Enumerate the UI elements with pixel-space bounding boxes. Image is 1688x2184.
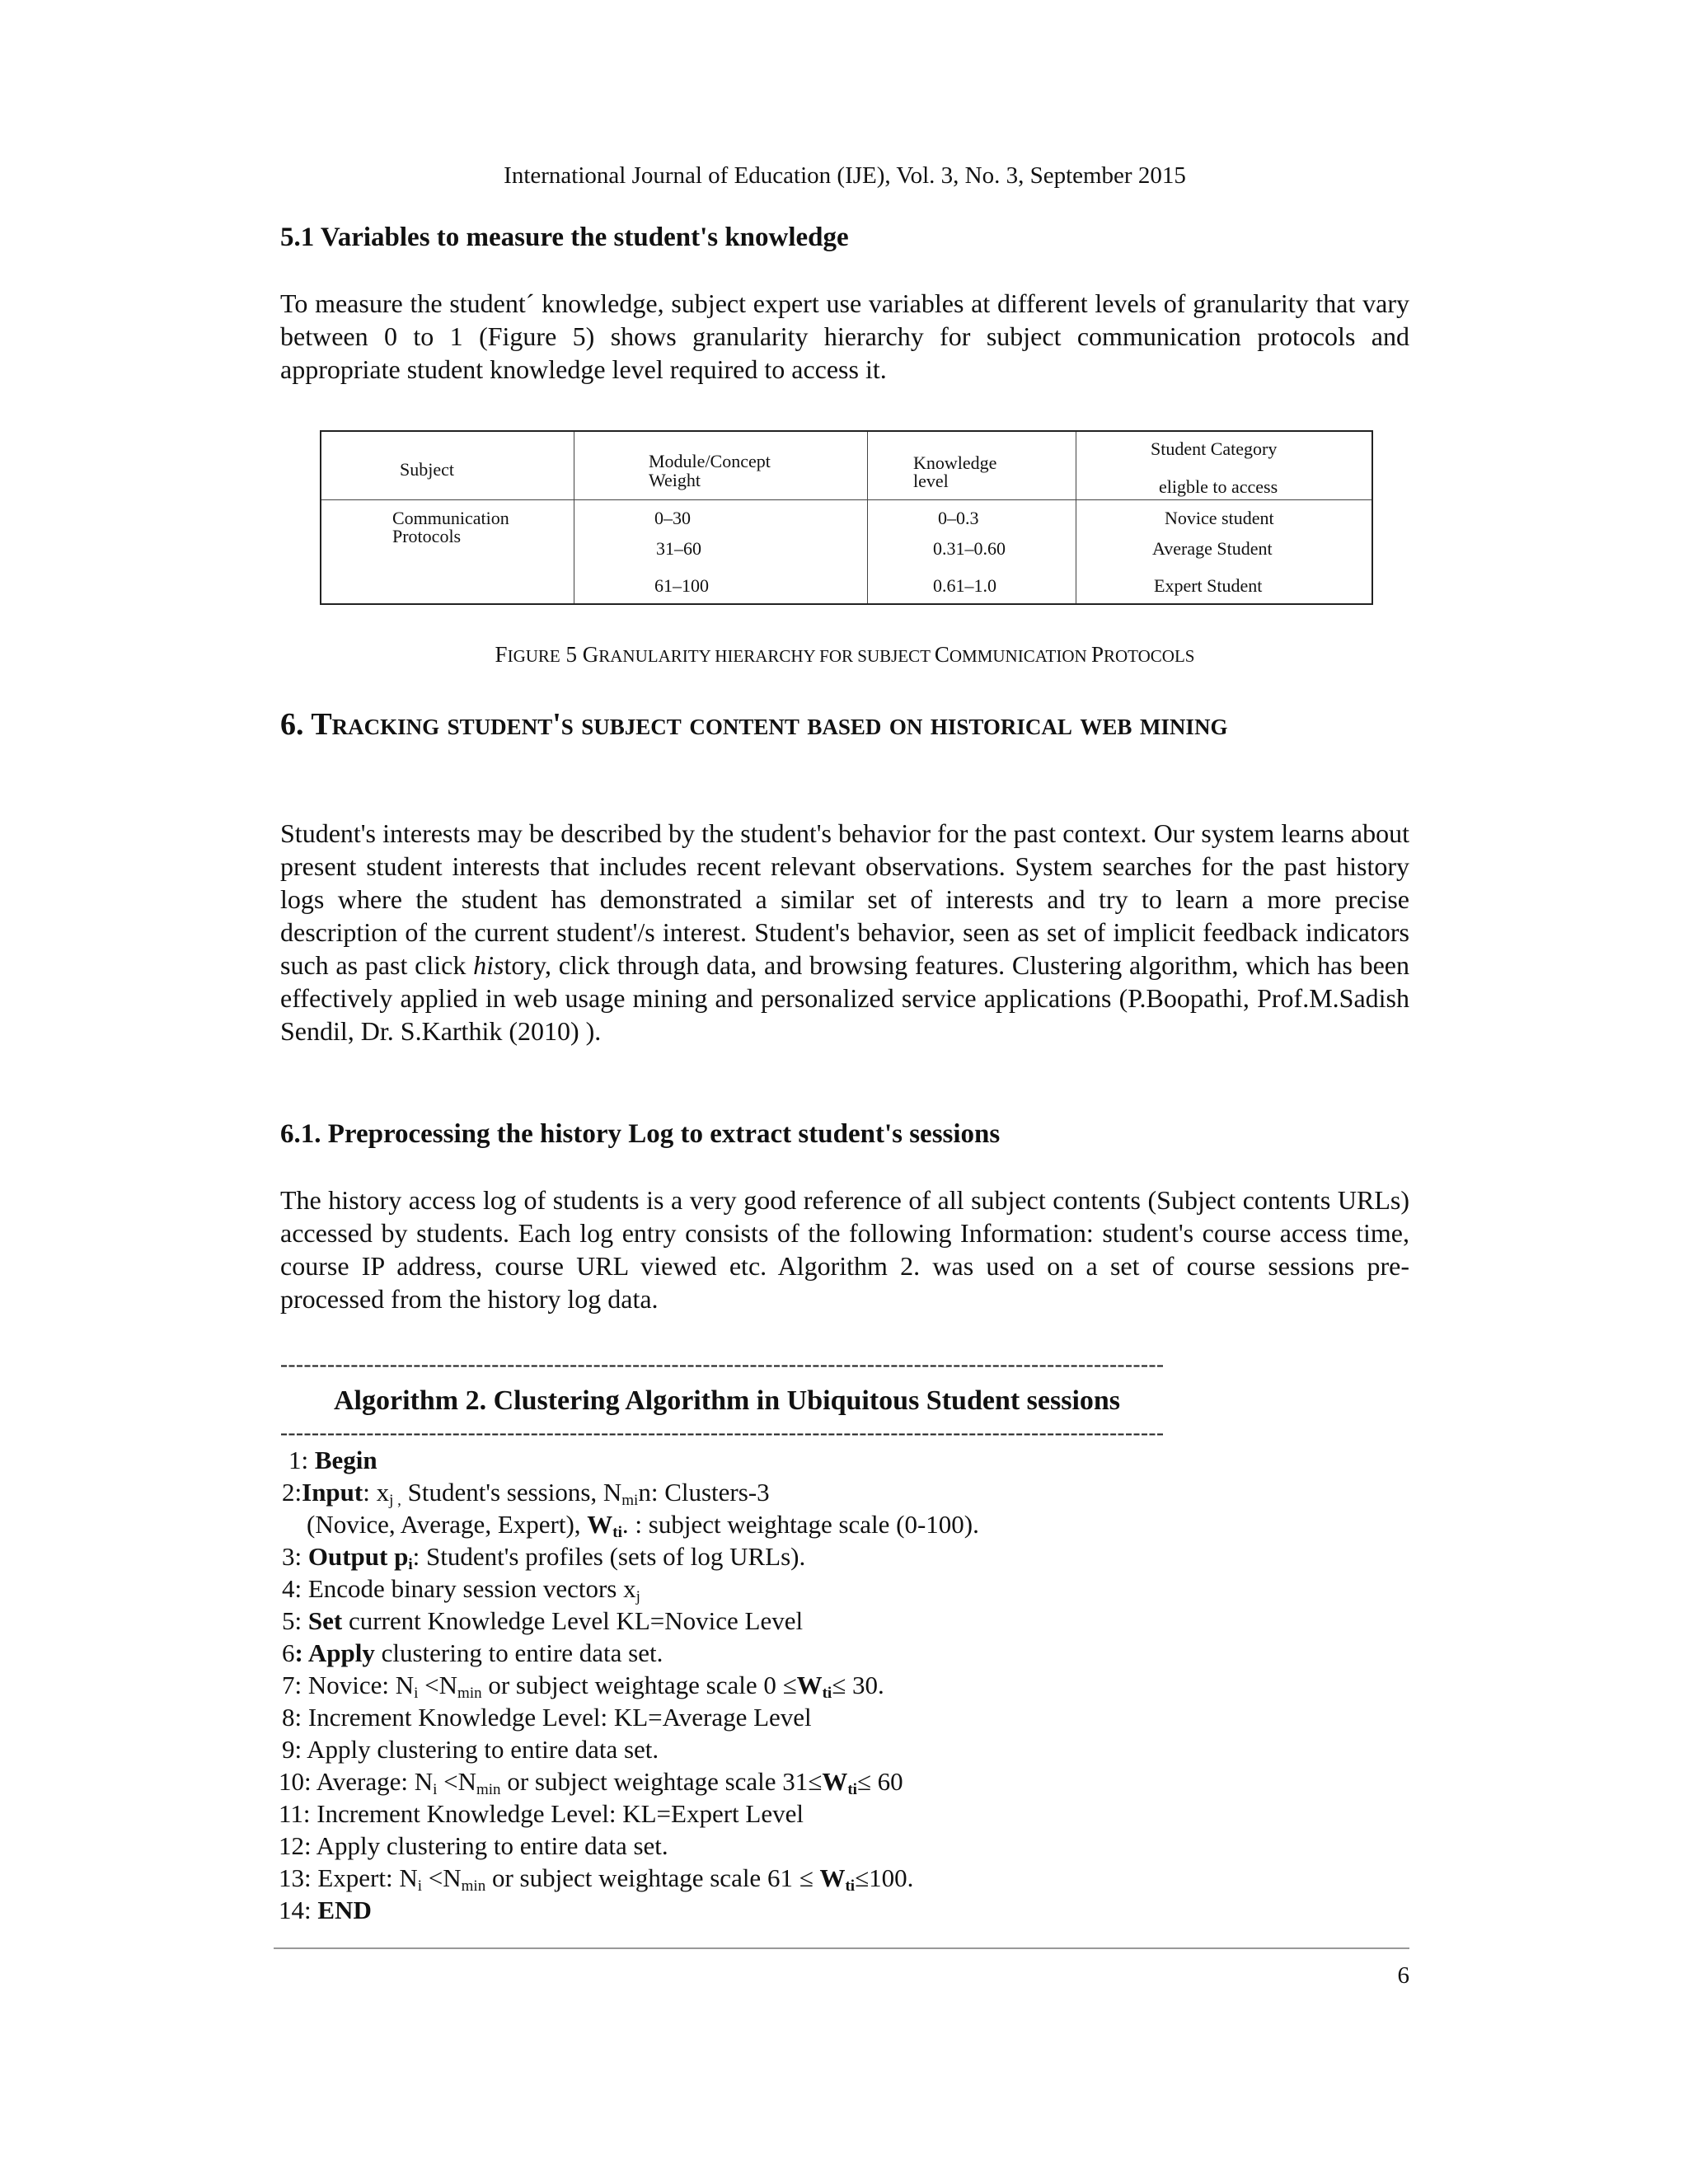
- table-row-3-knowledge: 0.61–1.0: [933, 575, 996, 596]
- figure-5-table: [320, 430, 1373, 605]
- footer-rule: [274, 1947, 1409, 1949]
- table-subject-line2: Protocols: [392, 526, 462, 546]
- table-row-2-knowledge: 0.31–0.60: [933, 538, 1006, 559]
- running-header: International Journal of Education (IJE), Vol. 3, No. 3, September 2015: [504, 162, 1186, 189]
- algorithm-step: (Novice, Average, Expert), $W_{ti}$. : subject weightage scale (0-100).: [307, 1510, 979, 1541]
- table-row-3-weight: 61–100: [654, 575, 709, 596]
- table-header-module-line1: Module/Concept: [649, 451, 771, 471]
- table-header-divider: [321, 499, 1372, 500]
- figure-5-caption: FIGURE 5 GRANULARITY HIERARCHY FOR SUBJECT COMMUNICATION PROTOCOLS: [495, 642, 1195, 667]
- section-5-1-heading: 5.1 Variables to measure the student's knowledge: [280, 223, 849, 252]
- algorithm-steps: [279, 1444, 1400, 1926]
- table-header-subject: Subject: [400, 459, 454, 480]
- table-row-1-weight: 0–30: [654, 508, 691, 528]
- algorithm-title-rule: -----------------------------------------------------------------------------------------------------------------: [280, 1420, 1165, 1445]
- section-6-heading: 6. Tracking student's subject content based on historical web mining: [280, 707, 1228, 742]
- algorithm-step: 3: Output $p_i$: Student's profiles (sets of log URLs).: [282, 1542, 806, 1573]
- table-subject-line1: Communication: [392, 508, 509, 528]
- algorithm-step: 6: Apply clustering to entire data set.: [282, 1638, 663, 1667]
- algorithm-step: 5: Set current Knowledge Level KL=Novice Level: [282, 1606, 804, 1635]
- table-header-knowledge-line2: level: [913, 471, 949, 491]
- table-column-divider: [867, 432, 868, 603]
- table-header-knowledge-line1: Knowledge: [913, 452, 997, 473]
- algorithm-step: 9: Apply clustering to entire data set.: [282, 1735, 659, 1764]
- table-row-2-weight: 31–60: [656, 538, 701, 559]
- algorithm-title: Algorithm 2. Clustering Algorithm in Ubiquitous Student sessions: [334, 1385, 1121, 1416]
- table-row-2-category: Average Student: [1152, 538, 1273, 559]
- table-row-3-category: Expert Student: [1154, 575, 1263, 596]
- algorithm-step: 13: Expert: $N_i <N_{min}$ or subject weightage scale $61 \le W_{ti}\le 100$.: [279, 1863, 914, 1895]
- table-row-1-knowledge: 0–0.3: [938, 508, 979, 528]
- page-number: 6: [1397, 1962, 1409, 1989]
- algorithm-step: 4: Encode binary session vectors $x_j$: [282, 1574, 640, 1605]
- section-5-1-paragraph: To measure the student´ knowledge, subject expert use variables at different levels of granularity that vary between 0 to 1 (Figure 5) shows granularity hierarchy for subject communication protocols and appropriate student knowledge level required to access it.: [280, 288, 1409, 384]
- algorithm-step: 7: Novice: $N_i <N_{min}$ or subject weightage scale $0 \le W_{ti}\le 30$.: [282, 1671, 884, 1702]
- section-6-1-paragraph: The history access log of students is a very good reference of all subject contents (Subject contents URLs) accessed by students. Each log entry consists of the following Information: student's course access time, course IP address, course URL viewed etc. Algorithm 2. was used on a set of course sessions pre-processed from the history log data.: [280, 1185, 1409, 1314]
- algorithm-step: 10: Average: $N_i <N_{min}$ or subject weightage scale $31\le W_{ti}\le 60$: [279, 1767, 903, 1798]
- algorithm-step: 2:Input: $x_j$ $_,$ Student's sessions, $N_{mi}n$: Clusters-3: [282, 1478, 770, 1509]
- algorithm-step: 1: Begin: [288, 1446, 377, 1474]
- algorithm-step: 8: Increment Knowledge Level: KL=Average Level: [282, 1703, 812, 1732]
- algorithm-step: 14: END: [279, 1896, 372, 1924]
- table-row-1-category: Novice student: [1165, 508, 1274, 528]
- algorithm-step: 11: Increment Knowledge Level: KL=Expert Level: [279, 1799, 804, 1828]
- section-6-1-heading: 6.1. Preprocessing the history Log to extract student's sessions: [280, 1119, 1001, 1149]
- algorithm-step: 12: Apply clustering to entire data set.: [279, 1831, 668, 1860]
- algorithm-top-rule: -----------------------------------------------------------------------------------------------------------------: [280, 1352, 1165, 1376]
- table-header-category-line2: eligble to access: [1159, 476, 1278, 497]
- table-header-category-line1: Student Category: [1151, 438, 1278, 459]
- section-6-paragraph: Student's interests may be described by the student's behavior for the past context. Our system learns about present student interests that includes recent relevant observations. System searches for the past history logs where the student has demonstrated a similar set of interests and try to learn a more precise description of the current student'/s interest. Student's behavior, seen as set of implicit feedback indicators such as past click history, click through data, and browsing features. Clustering algorithm, which has been effectively applied in web usage mining and personalized service applications (P.Boopathi, Prof.M.Sadish Sendil, Dr. S.Karthik (2010) ).: [280, 818, 1410, 1046]
- table-header-module-line2: Weight: [649, 470, 701, 490]
